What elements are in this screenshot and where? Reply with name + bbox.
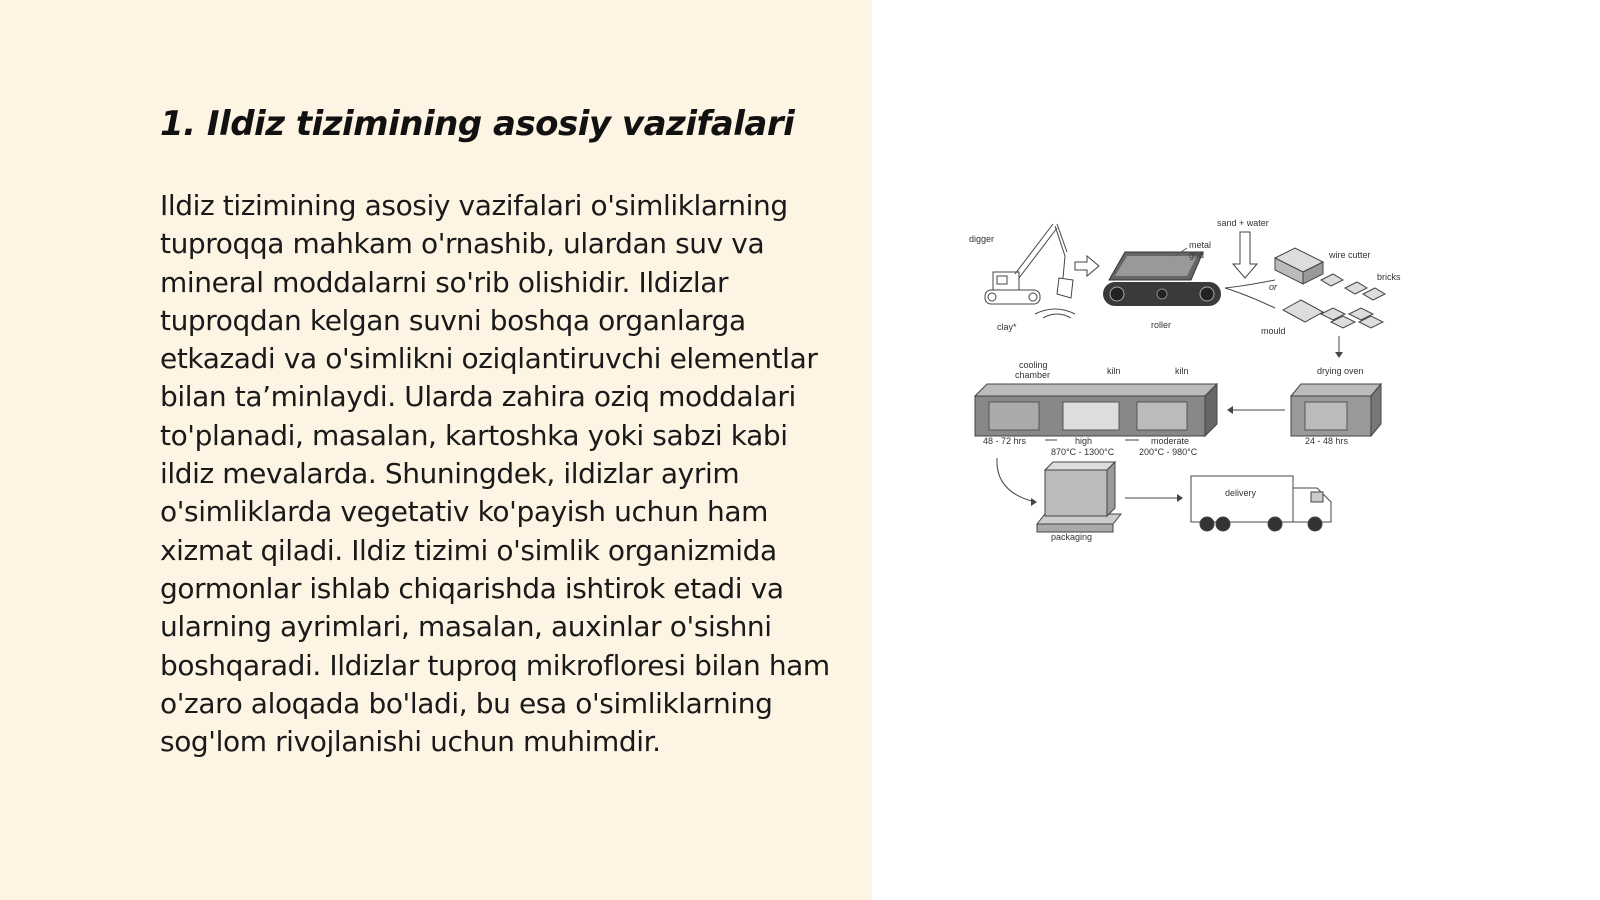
label-metal: metal bbox=[1189, 240, 1212, 250]
label-high: high bbox=[1075, 436, 1093, 446]
label-24-48-hrs: 24 - 48 hrs bbox=[1305, 436, 1349, 446]
slide-title: 1. Ildiz tizimining asosiy vazifalari bbox=[160, 104, 795, 144]
label-packaging: packaging bbox=[1051, 532, 1093, 542]
label-wire-cutter: wire cutter bbox=[1329, 250, 1371, 260]
delivery-truck-illustration bbox=[1191, 476, 1331, 531]
label-digger: digger bbox=[969, 234, 995, 244]
digger-illustration bbox=[985, 224, 1075, 318]
down-arrow-icon bbox=[1233, 232, 1257, 278]
label-cooling: cooling bbox=[1019, 360, 1048, 370]
label-sand-water: sand + water bbox=[1217, 218, 1269, 228]
brick-manufacturing-diagram bbox=[969, 218, 1425, 558]
right-arrow-icon bbox=[1075, 256, 1099, 276]
mould-illustration bbox=[1283, 300, 1383, 328]
label-bricks: bricks bbox=[1377, 272, 1401, 282]
label-roller: roller bbox=[1151, 320, 1172, 330]
label-mould: mould bbox=[1261, 326, 1286, 336]
drying-oven-illustration bbox=[1291, 384, 1381, 436]
label-grid: grid bbox=[1189, 250, 1205, 260]
label-high-temp: 870°C - 1300°C bbox=[1051, 447, 1115, 457]
kiln-row-illustration bbox=[975, 384, 1217, 436]
packaging-illustration bbox=[1037, 462, 1121, 532]
label-48-72-hrs: 48 - 72 hrs bbox=[983, 436, 1027, 446]
label-moderate-temp: 200°C - 980°C bbox=[1139, 447, 1198, 457]
slide-body-text: Ildiz tizimining asosiy vazifalari o'simliklarning tuproqqa mahkam o'rnashib, ulardan suv va mineral moddalarni so'rib olishidir. Ildizlar tuproqdan kelgan suvni boshqa organlarga etkazadi va o'simlikni oziqlantiruvchi elementlar bilan ta’minlaydi. Ularda zahira oziq moddalari to'planadi, masalan, kartoshka yoki sabzi kabi ildiz mevalarda. Shuningdek, ildizlar ayrim o'simliklarda vegetativ ko'payish uchun ham xizmat qiladi. Ildiz tizimi o'simlik organizmida gormonlar ishlab chiqarishda ishtirok etadi va ularning ayrimlari, masalan, auxinlar o'sishni boshqaradi. Ildizlar tuproq mikrofloresi bilan ham o'zaro aloqada bo'ladi, bu esa o'simliklarning sog'lom rivojlanishi uchun muhimdir. bbox=[160, 189, 830, 759]
label-clay: clay* bbox=[997, 322, 1017, 332]
label-kiln-2: kiln bbox=[1175, 366, 1189, 376]
label-or: or bbox=[1269, 282, 1278, 292]
metal-grid-roller-illustration bbox=[1103, 252, 1221, 306]
label-chamber: chamber bbox=[1015, 370, 1051, 380]
label-drying-oven: drying oven bbox=[1317, 366, 1364, 376]
label-delivery: delivery bbox=[1225, 488, 1257, 498]
label-moderate: moderate bbox=[1151, 436, 1190, 446]
label-kiln-1: kiln bbox=[1107, 366, 1121, 376]
